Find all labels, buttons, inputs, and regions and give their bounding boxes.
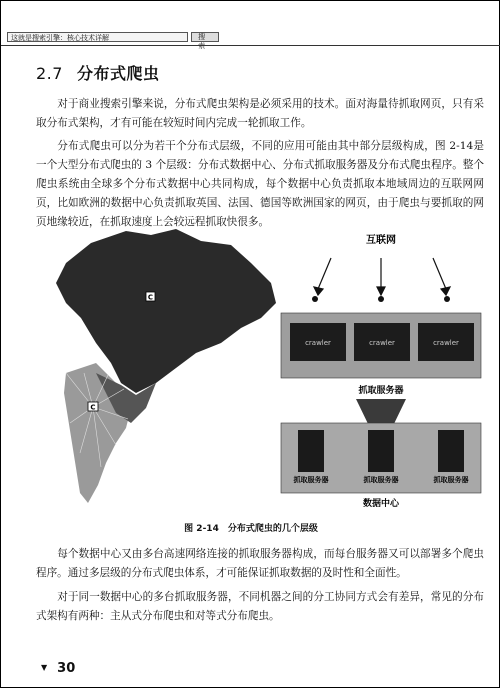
page-number: 30	[57, 661, 76, 676]
download-arrows	[314, 258, 450, 295]
internet-label: 互联网	[366, 235, 396, 246]
spider-icons	[312, 296, 450, 302]
map-marker-north	[146, 292, 155, 302]
figure-svg	[36, 223, 484, 513]
section-title	[36, 61, 159, 84]
search-bar	[7, 31, 219, 50]
server-rack-2	[368, 430, 394, 472]
crawler-label-1: crawler	[305, 339, 331, 347]
server-rack-1	[298, 430, 324, 472]
section-number: 2.7	[36, 64, 63, 83]
search-button[interactable]: 搜索	[191, 32, 219, 42]
server-rack-3	[438, 430, 464, 472]
triangle-icon: ▼	[41, 663, 48, 672]
map-marker-label-south: C	[90, 403, 96, 412]
section-title-text: 分布式爬虫	[76, 64, 160, 83]
rack-label-1: 抓取服务器	[293, 476, 329, 484]
map-marker-label: C	[147, 293, 154, 302]
paragraph-3: 每个数据中心又由多台高速网络连接的抓取服务器构成，而每台服务器又可以部署多个爬虫程序。通过多层级的分布式爬虫体系，才可能保证抓取数据的及时性和全面性。	[36, 548, 484, 579]
crawler-label-2: crawler	[369, 339, 395, 347]
page-footer	[41, 661, 75, 676]
header-rule	[1, 45, 500, 46]
figure-distributed-crawler	[36, 223, 484, 513]
paragraph-4: 对于同一数据中心的多台抓取服务器，不同机器之间的分工协同方式会有差异，常见的分布式架构有两种：主从式分布爬虫和对等式分布爬虫。	[36, 591, 484, 622]
datacenter-label: 数据中心	[362, 499, 400, 509]
paragraph-2: 分布式爬虫可以分为若干个分布式层级，不同的应用可能由其中部分层级构成，图 2-14是一个大型分布式爬虫的 3 个层级：分布式数据中心、分布式抓取服务器及分布式爬虫程序。整个爬虫系统由全球多个分布式数据中心共同构成，每个数据中心负责抓取本地域周边的互联网网页，比如欧洲的数据中心负责抓取英国、法国、德国等欧洲国家的网页，由于爬虫与要抓取的网页地缘较近，在抓取速度上会较远程抓取快很多。	[36, 140, 484, 228]
server-label: 抓取服务器	[358, 386, 404, 396]
rack-label-3: 抓取服务器	[433, 476, 469, 484]
crawler-label-3: crawler	[433, 339, 459, 347]
search-input[interactable]: 这就是搜索引擎：核心技术详解	[7, 32, 188, 42]
south-america-map	[56, 229, 276, 503]
paragraph-1: 对于商业搜索引擎来说，分布式爬虫架构是必须采用的技术。面对海量待抓取网页，只有采取分布式架构，才有可能在较短时间内完成一轮抓取工作。	[36, 98, 484, 129]
figure-caption: 图 2-14 分布式爬虫的几个层级	[184, 524, 318, 534]
rack-label-2: 抓取服务器	[363, 476, 399, 484]
